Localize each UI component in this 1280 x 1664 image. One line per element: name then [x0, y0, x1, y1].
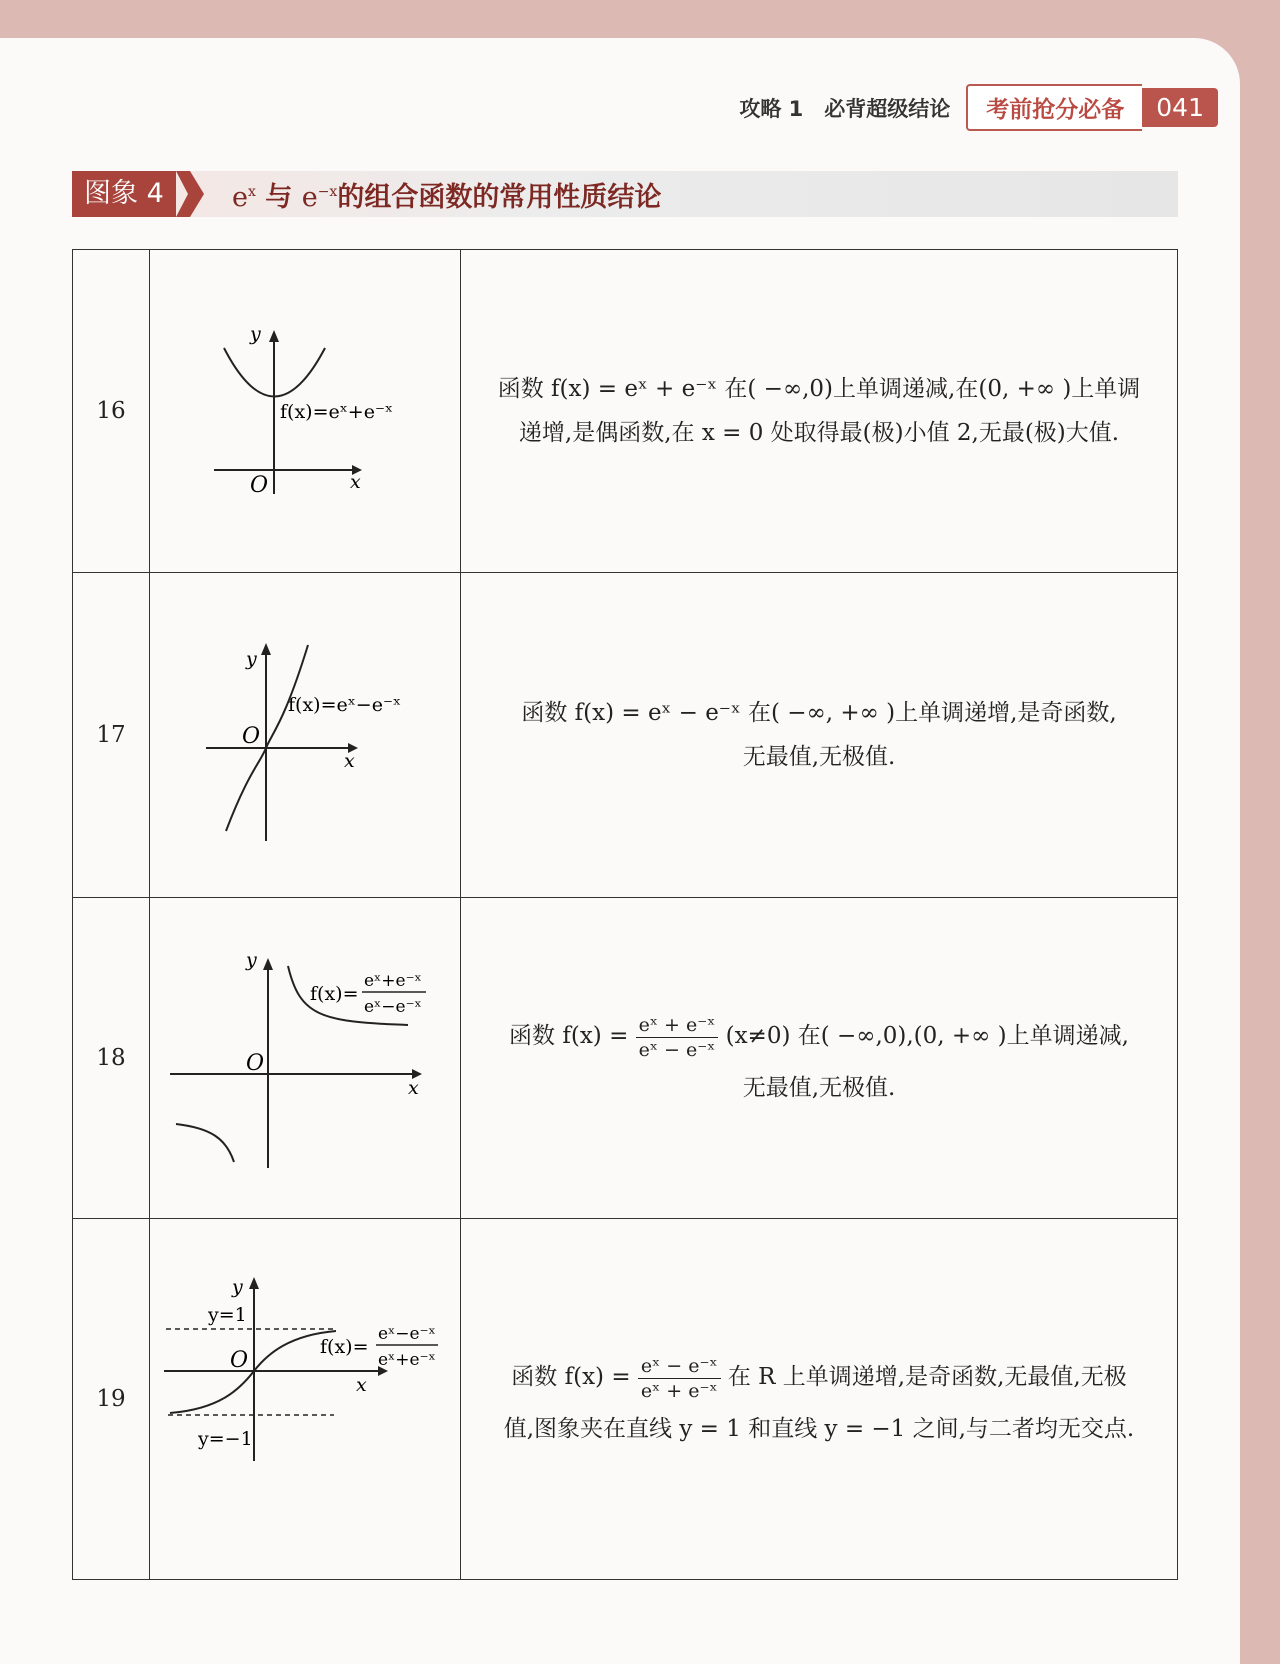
row-number: 17	[73, 573, 150, 898]
svg-text:O: O	[230, 1348, 249, 1373]
table-row	[73, 1219, 1178, 1580]
section-title: $e^x$ 与 $e^{-x}$的组合函数的常用性质结论	[232, 182, 662, 213]
conclusion-text: 函数 f(x) = $\frac{\text{eˣ − e⁻ˣ}}{\text{eˣ + e⁻ˣ}}$ 在 R 上单调递增,是奇函数,无最值,无极 值,图象夹在直线 y = 1 和直线 y = −1 之间,与二者均无交点.	[461, 1219, 1178, 1580]
figure-cell	[150, 573, 461, 898]
svg-text:x: x	[356, 1374, 367, 1396]
section-tag	[72, 171, 206, 217]
fraction: $\frac{\text{eˣ + e⁻ˣ}}{\text{eˣ − e⁻ˣ}}$	[636, 1013, 719, 1062]
svg-text:f(x)=: f(x)=	[320, 1336, 369, 1358]
page-header	[739, 84, 1218, 131]
svg-text:eˣ+e⁻ˣ: eˣ+e⁻ˣ	[364, 971, 422, 991]
table-row	[73, 573, 1178, 898]
chapter-title: 攻略 1 必背超级结论	[739, 96, 951, 121]
svg-text:y: y	[250, 323, 261, 345]
svg-text:eˣ+e⁻ˣ: eˣ+e⁻ˣ	[378, 1350, 436, 1370]
svg-text:eˣ−e⁻ˣ: eˣ−e⁻ˣ	[378, 1324, 436, 1344]
header-badge: 考前抢分必备	[966, 84, 1142, 131]
svg-text:y: y	[246, 949, 257, 971]
page-number: 041	[1142, 88, 1218, 127]
svg-text:x: x	[344, 750, 355, 772]
svg-text:x: x	[350, 471, 361, 493]
svg-text:y: y	[232, 1276, 243, 1298]
graph-coth	[150, 898, 458, 1214]
svg-text:y=−1: y=−1	[198, 1428, 253, 1450]
conclusion-text: 函数 f(x) = eˣ − e⁻ˣ 在( −∞, +∞ )上单调递增,是奇函数, 无最值,无极值.	[461, 573, 1178, 898]
svg-text:x: x	[408, 1077, 419, 1099]
svg-text:y=1: y=1	[208, 1304, 247, 1326]
svg-text:f(x)=: f(x)=	[310, 983, 359, 1005]
row-number: 16	[73, 250, 150, 573]
svg-text:O: O	[250, 473, 269, 498]
graph-cosh	[150, 250, 458, 568]
row-number: 18	[73, 898, 150, 1219]
section-tag-label: 图象 4	[72, 171, 176, 217]
svg-text:eˣ−e⁻ˣ: eˣ−e⁻ˣ	[364, 997, 422, 1017]
svg-text:y: y	[246, 648, 257, 670]
svg-text:O: O	[246, 1051, 265, 1076]
graph-tanh	[150, 1219, 458, 1575]
conclusion-table	[72, 249, 1178, 1580]
chevron-right-icon	[176, 171, 206, 217]
conclusion-text: 函数 f(x) = eˣ + e⁻ˣ 在( −∞,0)上单调递减,在(0, +∞ )上单调 递增,是偶函数,在 x = 0 处取得最(极)小值 2,无最(极)大值.	[461, 250, 1178, 573]
conclusion-text: 函数 f(x) = $\frac{\text{eˣ + e⁻ˣ}}{\text{eˣ − e⁻ˣ}}$ (x≠0) 在( −∞,0),(0, +∞ )上单调递减, 无最值,无极值.	[461, 898, 1178, 1219]
graph-sinh	[150, 573, 458, 893]
table-row	[73, 250, 1178, 573]
svg-text:f(x)=eˣ−e⁻ˣ: f(x)=eˣ−e⁻ˣ	[288, 694, 402, 716]
figure-cell	[150, 250, 461, 573]
fraction: $\frac{\text{eˣ − e⁻ˣ}}{\text{eˣ + e⁻ˣ}}$	[638, 1354, 721, 1403]
svg-text:f(x)=eˣ+e⁻ˣ: f(x)=eˣ+e⁻ˣ	[280, 401, 394, 423]
table-row	[73, 898, 1178, 1219]
figure-cell	[150, 1219, 461, 1580]
svg-text:O: O	[242, 724, 261, 749]
row-number: 19	[73, 1219, 150, 1580]
figure-cell	[150, 898, 461, 1219]
